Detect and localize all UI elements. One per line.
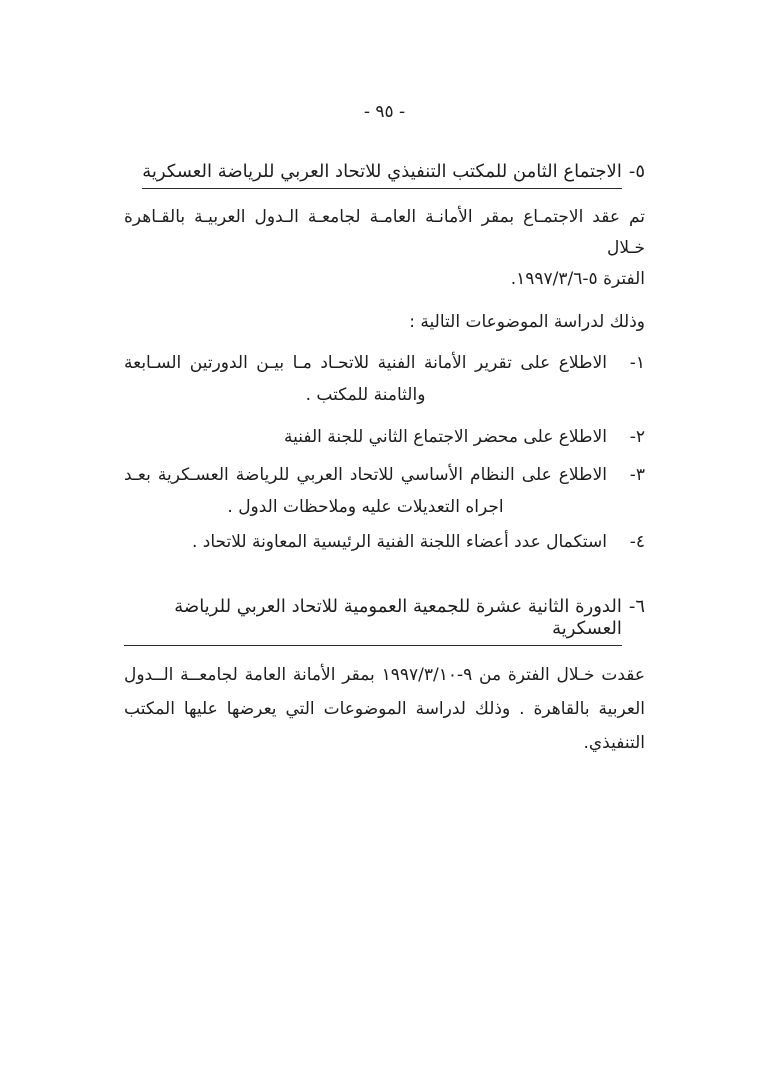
list-item-line: الاطلاع على محضر الاجتماع الثاني للجنة الفنية bbox=[283, 427, 607, 447]
page-number: - ٩٥ - bbox=[363, 102, 406, 122]
list-item-line: الاطلاع على تقرير الأمانة الفنية للاتحـاد مـا بيـن الدورتين السـابعة bbox=[124, 353, 607, 373]
section5-intro-line: وذلك لدراسة الموضوعات التالية : bbox=[409, 312, 645, 332]
list-item bbox=[124, 347, 645, 411]
paragraph-line: العربية بالقاهرة . وذلك لدراسة الموضوعات التي يعرضها عليها المكتب التنفيذي. bbox=[124, 699, 645, 753]
list-item bbox=[124, 459, 645, 523]
list-item-body bbox=[124, 421, 607, 453]
list-item-line: استكمال عدد أعضاء اللجنة الفنية الرئيسية المعاونة للاتحاد . bbox=[191, 532, 607, 552]
list-item-line: اجراه التعديلات عليه وملاحظات الدول . bbox=[227, 497, 504, 517]
list-item bbox=[124, 526, 645, 558]
list-item-body bbox=[124, 459, 607, 523]
section6-paragraph bbox=[124, 658, 645, 760]
list-item-number: ١- bbox=[629, 353, 645, 373]
section6-title: الدورة الثانية عشرة للجمعية العمومية للاتحاد العربي للرياضة العسكرية bbox=[124, 596, 622, 646]
section6-heading bbox=[124, 596, 645, 646]
list-item-line: الاطلاع على النظام الأساسي للاتحاد العربي للرياضة العسـكرية بعـد bbox=[124, 465, 607, 485]
paragraph-line-date: الفترة ٥-٦/‏٣/‏١٩٩٧. bbox=[510, 269, 645, 289]
page-content bbox=[124, 0, 645, 760]
list-item-number: ٢- bbox=[629, 427, 645, 447]
list-item-number: ٤- bbox=[629, 532, 645, 552]
list-item-body bbox=[124, 526, 607, 558]
topics-list bbox=[124, 347, 645, 558]
paragraph-line: عقدت خـلال الفترة من ٩-١٠/‏٣/‏١٩٩٧ بمقر الأمانة العامة لجامعــة الــدول bbox=[124, 665, 645, 685]
list-item bbox=[124, 421, 645, 453]
section5-number: ٥- bbox=[628, 161, 645, 182]
section6-number: ٦- bbox=[628, 596, 645, 617]
section5-paragraph bbox=[124, 202, 645, 295]
paragraph-line: تم عقد الاجتمـاع بمقر الأمانـة العامـة لجامعـة الـدول العربيـة بالقـاهرة خـلال bbox=[124, 207, 645, 258]
list-item-body bbox=[124, 347, 607, 411]
list-item-line: والثامنة للمكتب . bbox=[305, 385, 426, 405]
section5-title: الاجتماع الثامن للمكتب التنفيذي للاتحاد العربي للرياضة العسكرية bbox=[142, 161, 622, 189]
section5-heading bbox=[124, 161, 645, 189]
list-item-number: ٣- bbox=[629, 465, 645, 485]
